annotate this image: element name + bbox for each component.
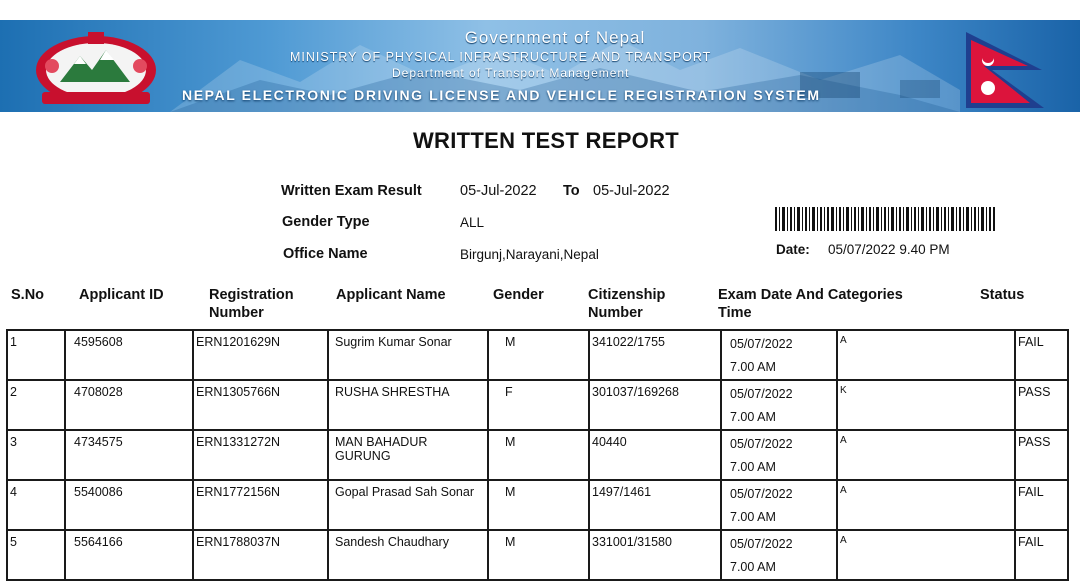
to-label: To — [563, 183, 580, 199]
cell-registration: ERN1788037N — [193, 530, 328, 580]
col-citizenship: Citizenship Number — [588, 287, 666, 321]
table-row — [7, 330, 1068, 380]
office-name-label: Office Name — [283, 246, 368, 262]
cell-applicant-id: 4708028 — [65, 380, 193, 430]
print-date-label: Date: — [776, 242, 810, 257]
col-exam-date: Exam Date And Categories Time — [718, 287, 903, 321]
cell-sno: 5 — [7, 530, 65, 580]
cell-applicant-name: Gopal Prasad Sah Sonar — [328, 480, 488, 530]
cell-sno: 4 — [7, 480, 65, 530]
cell-citizenship: 40440 — [589, 430, 721, 480]
cell-status: FAIL — [1015, 480, 1068, 530]
barcode-icon — [775, 207, 995, 231]
table-row — [7, 380, 1068, 430]
exam-date: 05/07/2022 — [730, 537, 793, 551]
print-date-value: 05/07/2022 9.40 PM — [828, 242, 950, 257]
exam-time: 7.00 AM — [730, 360, 776, 374]
cell-gender: M — [488, 480, 589, 530]
cell-gender: F — [488, 380, 589, 430]
exam-date: 05/07/2022 — [730, 487, 793, 501]
gender-type-value: ALL — [460, 215, 485, 230]
cell-registration: ERN1305766N — [193, 380, 328, 430]
cell-applicant-name: Sandesh Chaudhary — [328, 530, 488, 580]
government-title: Government of Nepal — [464, 28, 646, 47]
gender-type-label: Gender Type — [282, 214, 370, 230]
cell-applicant-id: 4595608 — [65, 330, 193, 380]
table-row — [7, 480, 1068, 530]
cell-registration: ERN1201629N — [193, 330, 328, 380]
col-registration: Registration Number — [209, 287, 294, 321]
cell-exam-date — [721, 380, 837, 430]
cell-category: A — [837, 480, 1015, 530]
cell-citizenship: 331001/31580 — [589, 530, 721, 580]
table-row — [7, 430, 1068, 480]
col-applicant-name: Applicant Name — [336, 287, 446, 303]
cell-sno: 2 — [7, 380, 65, 430]
col-status: Status — [980, 287, 1025, 303]
to-date: 05-Jul-2022 — [593, 183, 670, 199]
cell-citizenship: 301037/169268 — [589, 380, 721, 430]
exam-date: 05/07/2022 — [730, 437, 793, 451]
col-gender: Gender — [493, 287, 544, 303]
col-applicant-id: Applicant ID — [79, 287, 164, 303]
cell-exam-date — [721, 430, 837, 480]
department-title: Department of Transport Management — [392, 66, 630, 80]
cell-applicant-name: MAN BAHADUR GURUNG — [328, 430, 488, 480]
header-banner — [0, 20, 1080, 112]
report-title: WRITTEN TEST REPORT — [412, 128, 680, 153]
cell-category: A — [837, 530, 1015, 580]
cell-applicant-name: Sugrim Kumar Sonar — [328, 330, 488, 380]
cell-status: FAIL — [1015, 330, 1068, 380]
cell-applicant-id: 5540086 — [65, 480, 193, 530]
exam-date: 05/07/2022 — [730, 337, 793, 351]
cell-exam-date — [721, 330, 837, 380]
cell-registration: ERN1772156N — [193, 480, 328, 530]
cell-gender: M — [488, 330, 589, 380]
cell-category: A — [837, 330, 1015, 380]
office-name-value: Birgunj,Narayani,Nepal — [460, 247, 599, 262]
table-header — [0, 286, 1080, 330]
table-row — [7, 530, 1068, 580]
cell-applicant-id: 4734575 — [65, 430, 193, 480]
from-date: 05-Jul-2022 — [460, 183, 537, 199]
result-label: Written Exam Result — [281, 183, 422, 199]
col-sno: S.No — [11, 287, 45, 303]
cell-status: PASS — [1015, 380, 1068, 430]
cell-applicant-id: 5564166 — [65, 530, 193, 580]
cell-status: PASS — [1015, 430, 1068, 480]
ministry-title: MINISTRY OF PHYSICAL INFRASTRUCTURE AND TRANSPORT — [290, 50, 712, 64]
cell-exam-date — [721, 530, 837, 580]
results-table — [6, 329, 1069, 581]
cell-exam-date — [721, 480, 837, 530]
exam-time: 7.00 AM — [730, 510, 776, 524]
cell-applicant-name: RUSHA SHRESTHA — [328, 380, 488, 430]
exam-time: 7.00 AM — [730, 560, 776, 574]
cell-status: FAIL — [1015, 530, 1068, 580]
cell-citizenship: 341022/1755 — [589, 330, 721, 380]
cell-category: K — [837, 380, 1015, 430]
cell-sno: 1 — [7, 330, 65, 380]
cell-gender: M — [488, 430, 589, 480]
nepal-flag-icon — [962, 30, 1052, 110]
cell-gender: M — [488, 530, 589, 580]
cell-sno: 3 — [7, 430, 65, 480]
system-title: NEPAL ELECTRONIC DRIVING LICENSE AND VEHICLE REGISTRATION SYSTEM — [182, 87, 821, 103]
exam-time: 7.00 AM — [730, 410, 776, 424]
exam-time: 7.00 AM — [730, 460, 776, 474]
cell-registration: ERN1331272N — [193, 430, 328, 480]
cell-category: A — [837, 430, 1015, 480]
cell-citizenship: 1497/1461 — [589, 480, 721, 530]
exam-date: 05/07/2022 — [730, 387, 793, 401]
